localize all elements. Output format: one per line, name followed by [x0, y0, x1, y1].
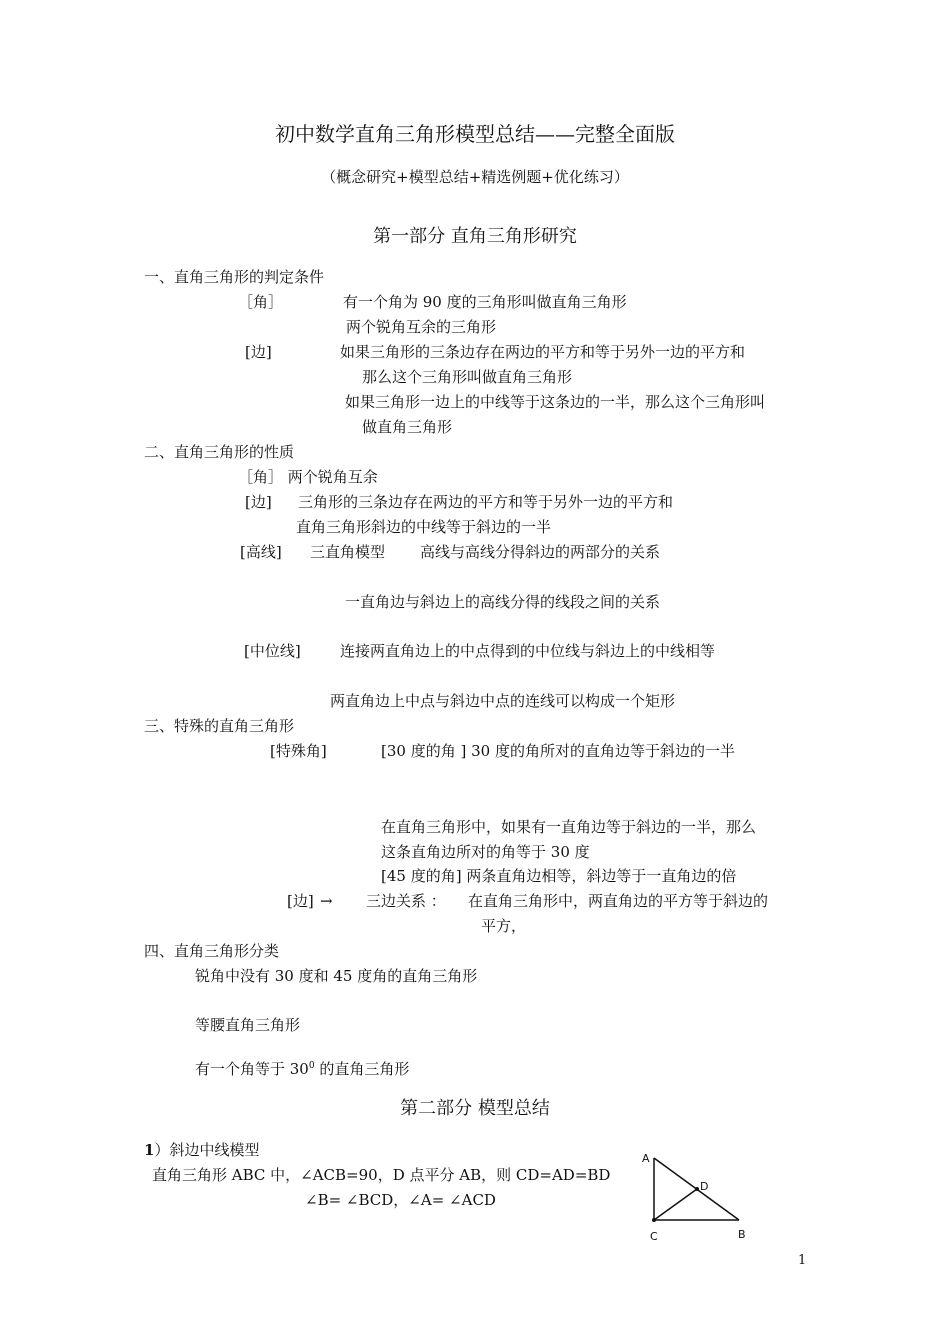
sec2-heading: 二、直角三角形的性质 [144, 443, 295, 461]
sec2-alt-line2: 一直角边与斜边上的高线分得的线段之间的关系 [345, 593, 661, 611]
sec4-line2: 等腰直角三角形 [195, 1016, 301, 1034]
sec2-alt-model: 三直角模型 [310, 543, 386, 561]
sec3-special-tag: [特殊角] [270, 742, 327, 760]
sec2-alt-line1: 高线与高线分得斜边的两部分的关系 [420, 543, 661, 561]
model1-number: 1 [144, 1141, 155, 1159]
sec1-side-line3: 如果三角形一边上的中线等于这条边的一半，那么这个三角形叫 [345, 393, 766, 411]
sec3-relation-label: 三边关系 ： [366, 892, 446, 910]
label-c: C [650, 1230, 658, 1243]
sec2-side-tag: [边] [245, 493, 272, 511]
sec2-side-line2: 直角三角形斜边的中线等于斜边的一半 [296, 518, 552, 536]
sec1-side-tag: [边] [245, 343, 272, 361]
part1-heading: 第一部分 直角三角形研究 [373, 226, 577, 247]
arrow-icon: → [320, 892, 333, 910]
sec1-angle-tag: ［角］ [238, 293, 284, 311]
sec3-relation-line1: 在直角三角形中，两直角边的平方等于斜边的 [468, 892, 769, 910]
sec3-line2: 这条直角边所对的角等于 30 度 [381, 843, 590, 861]
sec3-line1: 在直角三角形中，如果有一直角边等于斜边的一半，那么 [381, 818, 757, 836]
model1-title [144, 1140, 259, 1160]
sec2-mid-tag: [中位线] [244, 642, 301, 660]
point-d [695, 1187, 699, 1191]
sec2-angle-line: ［角］ 两个锐角互余 [238, 468, 378, 486]
sec1-side-line2: 那么这个三角形叫做直角三角形 [362, 368, 573, 386]
document-title: 初中数学直角三角形模型总结——完整全面版 [275, 122, 675, 146]
page-number: 1 [798, 1253, 807, 1268]
document-subtitle: （概念研究+模型总结+精选例题+优化练习） [321, 168, 629, 186]
sec4-line1: 锐角中没有 30 度和 45 度角的直角三角形 [195, 967, 478, 985]
label-d: D [700, 1180, 709, 1193]
sec3-angle30-line: [30 度的角 ] 30 度的角所对的直角边等于斜边的一半 [381, 742, 735, 760]
label-a: A [642, 1152, 650, 1165]
sec3-heading: 三、特殊的直角三角形 [144, 717, 295, 735]
median-cd [654, 1189, 697, 1220]
degree-superscript: 0 [308, 1061, 315, 1071]
sec1-side-line1: 如果三角形的三条边存在两边的平方和等于另外一边的平方和 [340, 343, 746, 361]
sec2-mid-line1: 连接两直角边上的中点得到的中位线与斜边上的中线相等 [340, 642, 716, 660]
sec1-angle-line2: 两个锐角互余的三角形 [346, 318, 497, 336]
sec4-line3-post: 的直角三角形 [314, 1060, 410, 1078]
sec3-angle45-line: [45 度的角] 两条直角边相等，斜边等于一直角边的倍 [381, 867, 737, 885]
model1-line1: 直角三角形 ABC 中，∠ACB=90，D 点平分 AB，则 CD=AD=BD [152, 1166, 611, 1184]
sec1-heading: 一、直角三角形的判定条件 [144, 268, 325, 286]
sec1-side-line4: 做直角三角形 [362, 418, 453, 436]
label-b: B [738, 1228, 746, 1241]
right-triangle-figure [636, 1148, 766, 1248]
sec3-relation-line2: 平方， [481, 917, 527, 935]
sec2-side-line1: 三角形的三条边存在两边的平方和等于另外一边的平方和 [298, 493, 674, 511]
model1-title-text: ）斜边中线模型 [154, 1141, 260, 1159]
sec2-mid-line2: 两直角边上中点与斜边中点的连线可以构成一个矩形 [330, 692, 676, 710]
sec4-line3 [195, 1056, 409, 1079]
part2-heading: 第二部分 模型总结 [400, 1098, 550, 1119]
sec4-heading: 四、直角三角形分类 [144, 942, 280, 960]
sec3-side-tag: [边] [287, 892, 314, 910]
sec4-line3-pre: 有一个角等于 30 [195, 1060, 309, 1078]
point-c [652, 1218, 656, 1222]
sec2-alt-tag: [高线] [240, 543, 282, 561]
model1-line2: ∠B= ∠BCD，∠A= ∠ACD [305, 1191, 496, 1209]
sec1-angle-line1: 有一个角为 90 度的三角形叫做直角三角形 [343, 293, 627, 311]
